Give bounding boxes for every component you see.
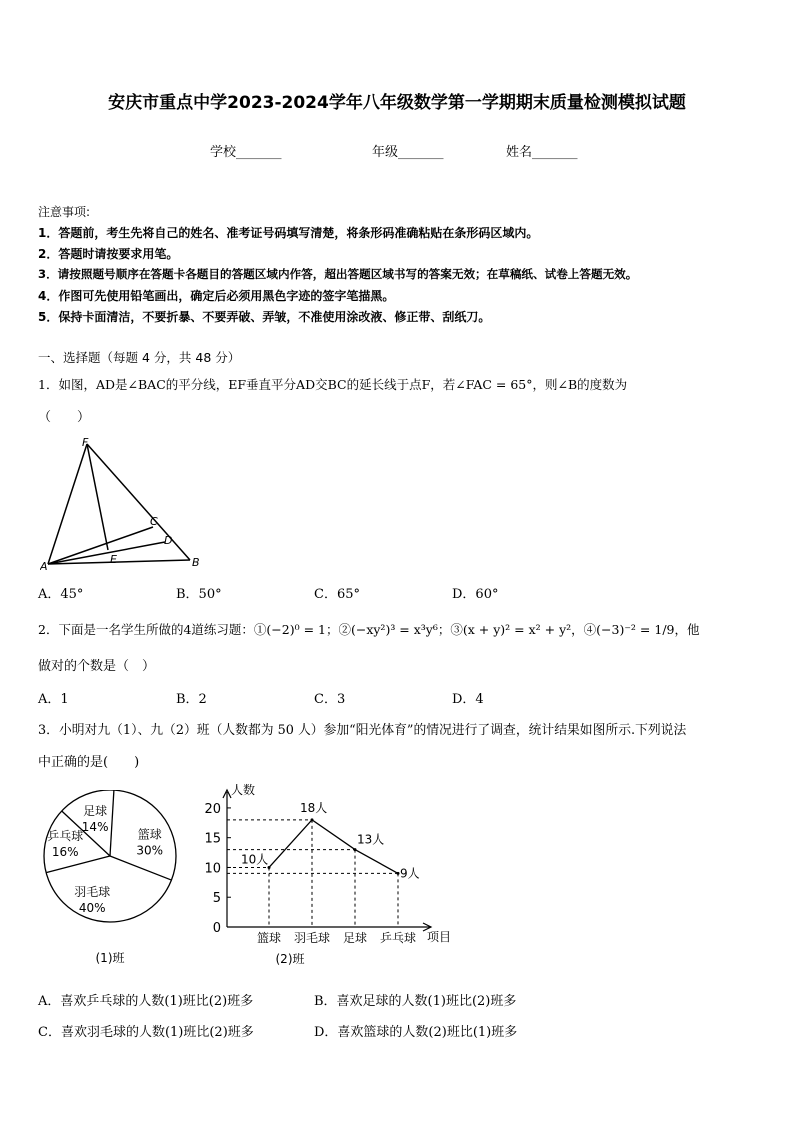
question-3-line2: 中正确的是( ) — [38, 755, 140, 770]
label-a: A — [40, 560, 48, 572]
q2-option-d: D．4 — [452, 692, 484, 707]
question-1-text: 1．如图，AD是∠BAC的平分线，EF垂直平分AD交BC的延长线于点F，若∠FAC = 65°，则∠B的度数为 — [38, 377, 628, 392]
q3-option-d: D．喜欢篮球的人数(2)班比(1)班多 — [314, 1025, 518, 1040]
q1-option-d: D．60° — [452, 587, 499, 602]
x-tick-label: 篮球 — [256, 931, 282, 945]
y-tick-label: 0 — [212, 921, 221, 936]
label-c: C — [150, 515, 158, 528]
data-label: 13人 — [357, 832, 385, 847]
pie-percent-label: 16% — [51, 845, 79, 860]
q2-option-b: B．2 — [176, 692, 207, 707]
pie-caption: (1)班 — [95, 951, 125, 965]
question-2-line2: 做对的个数是（ ） — [38, 659, 156, 674]
q1-option-a: A．45° — [38, 587, 84, 602]
y-axis-label: 人数 — [231, 783, 256, 797]
pie-category-label: 羽毛球 — [74, 884, 111, 899]
pie-category-label: 足球 — [83, 803, 108, 818]
y-tick-label: 20 — [204, 801, 221, 817]
pie-category-label: 乒乓球 — [47, 829, 84, 844]
notes-heading: 注意事项: — [38, 205, 91, 219]
x-axis-label: 项目 — [427, 930, 452, 944]
q3-option-c: C．喜欢羽毛球的人数(1)班比(2)班多 — [38, 1025, 254, 1040]
line-chart-class2 — [195, 782, 470, 972]
question-2-text: 2．下面是一名学生所做的4道练习题：①(−2)⁰ = 1；②(−xy²)³ = x³y⁶；③(x + y)² = x² + y²，④(−3)⁻² = 1/9，他 — [38, 622, 700, 637]
data-label: 18人 — [300, 800, 328, 815]
grade-field: 年级_______ — [372, 145, 444, 160]
note-item: 3．请按照题号顺序在答题卡各题目的答题区域内作答，超出答题区域书写的答案无效；在草稿纸、试卷上答题无效。 — [38, 267, 638, 281]
page-title: 安庆市重点中学2023-2024学年八年级数学第一学期期末质量检测模拟试题 — [108, 93, 686, 113]
q1-option-c: C．65° — [314, 587, 360, 602]
data-label: 9人 — [400, 866, 420, 881]
note-item: 4．作图可先使用铅笔画出，确定后必须用黑色字迹的签字笔描黑。 — [38, 289, 395, 303]
note-item: 1．答题前，考生先将自己的姓名、准考证号码填写清楚，将条形码准确粘贴在条形码区域内。 — [38, 226, 539, 240]
data-label: 10人 — [241, 852, 269, 867]
pie-percent-label: 14% — [81, 819, 109, 834]
label-d: D — [164, 534, 173, 547]
question-3-line1: 3．小明对九（1）、九（2）班（人数都为 50 人）参加“阳光体育”的情况进行了调查，统计结果如图所示.下列说法 — [38, 723, 687, 738]
data-point — [354, 848, 357, 851]
question-1-paren: （ ） — [38, 410, 91, 425]
pie-category-label: 篮球 — [137, 827, 162, 842]
q3-option-b: B．喜欢足球的人数(1)班比(2)班多 — [314, 994, 517, 1009]
y-tick-label: 15 — [204, 831, 221, 847]
q3-option-a: A．喜欢乒乓球的人数(1)班比(2)班多 — [38, 994, 254, 1009]
school-field: 学校_______ — [210, 145, 282, 160]
q1-option-b: B．50° — [176, 587, 222, 602]
y-tick-label: 10 — [204, 861, 221, 877]
pie-chart-class1 — [38, 790, 188, 975]
q2-option-a: A．1 — [38, 692, 69, 707]
data-point — [311, 818, 314, 821]
q2-option-c: C．3 — [314, 692, 346, 707]
line-caption: (2)班 — [275, 952, 305, 966]
triangle-figure — [40, 432, 210, 572]
pie-percent-label: 30% — [136, 843, 164, 858]
x-tick-label: 足球 — [342, 931, 368, 945]
y-tick-label: 5 — [212, 891, 221, 907]
label-e: E — [110, 553, 117, 566]
x-tick-label: 乒乓球 — [379, 931, 417, 945]
section-heading: 一、选择题（每题 4 分，共 48 分） — [38, 350, 241, 365]
pie-percent-label: 40% — [78, 900, 106, 915]
note-item: 5．保持卡面清洁，不要折暴、不要弄破、弄皱，不准使用涂改液、修正带、刮纸刀。 — [38, 310, 491, 324]
x-tick-label: 羽毛球 — [293, 931, 331, 945]
series-line — [269, 820, 398, 874]
note-item: 2．答题时请按要求用笔。 — [38, 247, 179, 261]
label-f: F — [82, 436, 89, 449]
name-field: 姓名_______ — [506, 145, 578, 160]
label-b: B — [192, 556, 200, 569]
